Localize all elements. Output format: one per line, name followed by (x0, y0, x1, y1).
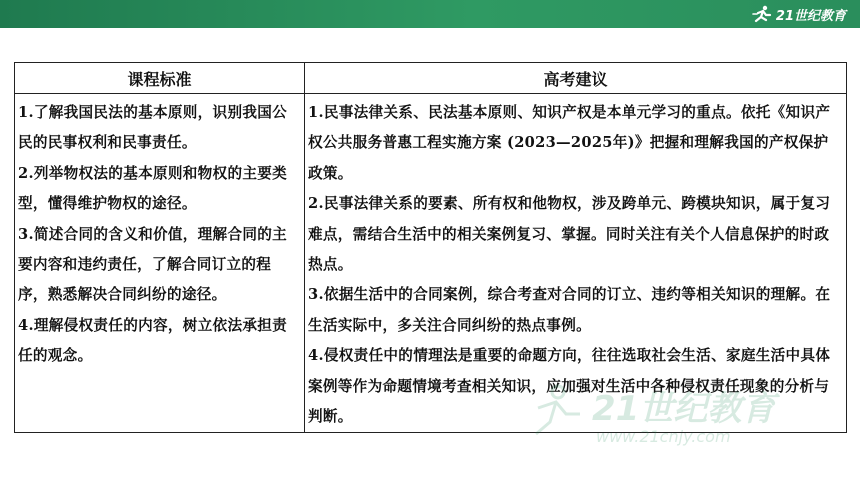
brand-logo (752, 3, 846, 25)
curriculum-item-1: 1.了解我国民法的基本原则，识别我国公民的民事权利和民事责任。 (18, 104, 288, 152)
watermark-url: www.21cnjy.com (596, 427, 731, 446)
curriculum-item-2: 2.列举物权法的基本原则和物权的主要类型，懂得维护物权的途径。 (18, 164, 288, 213)
advice-item-1: 1.民事法律关系、民法基本原则、知识产权是本单元学习的重点。依托《知识产权公共服务普惠工程实施方案 (2023—2025年)》把握和理解我国的产权保护政策。 (308, 104, 831, 182)
advice-cell (305, 94, 847, 433)
curriculum-item-3: 3.简述合同的含义和价值，理解合同的主要内容和违约责任，了解合同订立的程序，熟悉解决合同纠纷的途径。 (18, 225, 288, 304)
table-header-row (15, 63, 847, 94)
table-row (15, 94, 847, 433)
watermark-text: 21世纪教育 (592, 389, 776, 429)
header-bar (0, 0, 860, 28)
curriculum-cell (15, 94, 305, 433)
advice-item-4: 4.侵权责任中的情理法是重要的命题方向，往往选取社会生活、家庭生活中具体案例等作为命题情境考查相关知识，应加强对生活中各种侵权责任现象的分析与判断。 (308, 347, 831, 426)
logo-text: 21世纪教育 (775, 8, 846, 24)
advice-item-3: 3.依据生活中的合同案例，综合考查对合同的订立、违约等相关知识的理解。在生活实际中，多关注合同纠纷的热点事例。 (308, 286, 831, 334)
runner-icon (752, 5, 772, 23)
header-curriculum-standard: 课程标准 (15, 63, 305, 94)
header-exam-advice: 高考建议 (305, 63, 847, 94)
advice-item-2: 2.民事法律关系的要素、所有权和他物权，涉及跨单元、跨模块知识，属于复习难点，需结合生活中的相关案例复习、掌握。同时关注有关个人信息保护的时政热点。 (308, 195, 831, 274)
curriculum-item-4: 4.理解侵权责任的内容，树立依法承担责任的观念。 (18, 316, 288, 365)
content-table (14, 62, 847, 433)
